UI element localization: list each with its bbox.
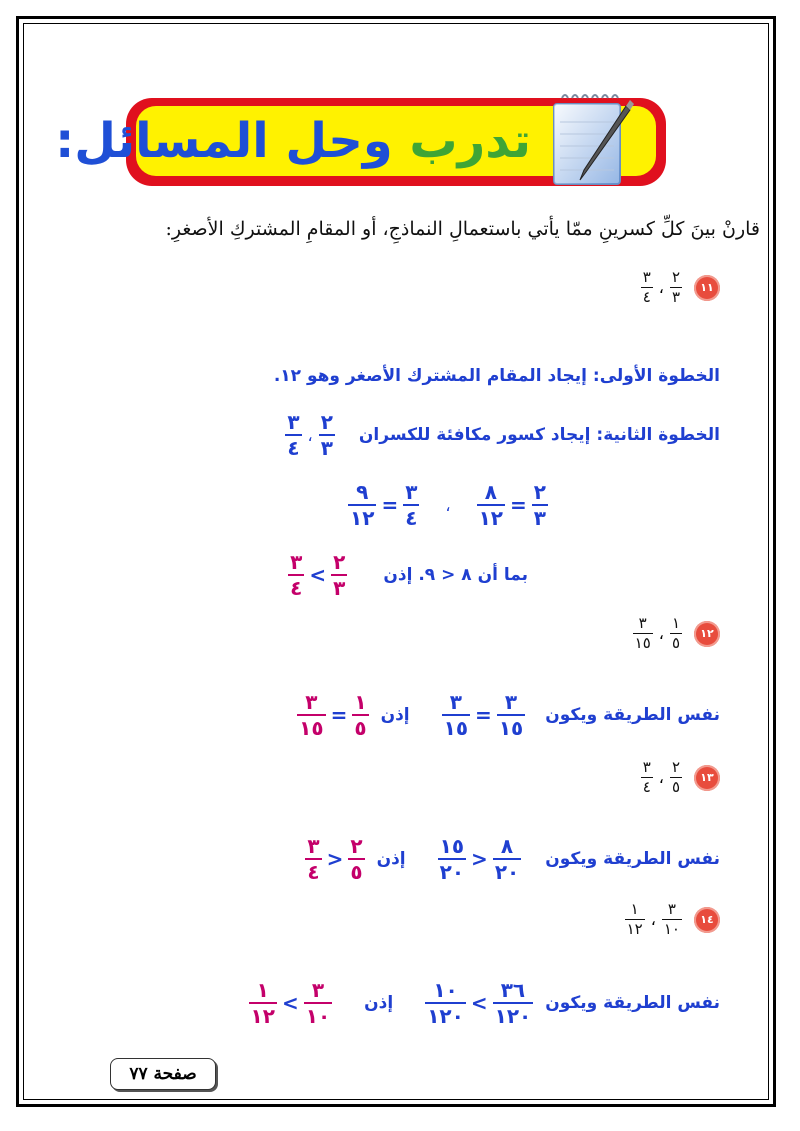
operator: = — [510, 493, 527, 517]
fraction: $\frac{١٥}{٢٠}$ — [439, 834, 465, 884]
fraction: $\frac{٢}{٣}$ — [533, 480, 546, 530]
problem-number-badge: ١٢ — [694, 621, 720, 647]
separator: ، — [658, 624, 664, 643]
fraction: $\frac{١}{٥}$ — [354, 690, 367, 740]
problem-12-solution — [295, 692, 720, 738]
operator: = — [330, 703, 348, 727]
problem-number-badge: ١٤ — [694, 907, 720, 933]
operator: > — [309, 563, 327, 587]
fraction: $\frac{٣}{١٥}$ — [299, 690, 324, 740]
fraction: $\frac{٢}{٣}$ — [671, 268, 680, 306]
operator: = — [475, 703, 492, 727]
step2-text: الخطوة الثانية: إيجاد كسور مكافئة للكسران — [358, 425, 720, 445]
problem-14-solution — [247, 980, 720, 1026]
fraction: $\frac{٢}{٣}$ — [333, 550, 346, 600]
fraction: $\frac{١}{١٢}$ — [250, 978, 275, 1028]
method-text: نفس الطريقة ويكون — [545, 849, 720, 869]
problem-13-solution — [303, 836, 720, 882]
fraction: $\frac{٣}{٤}$ — [290, 550, 303, 600]
problem-11-equivalents — [346, 482, 550, 528]
operator: = — [381, 493, 399, 517]
therefore-text: إذن — [364, 993, 394, 1013]
fraction: $\frac{٣}{١٠}$ — [663, 900, 680, 938]
section-banner — [55, 98, 666, 186]
separator: ، — [658, 278, 664, 297]
fraction: $\frac{٣}{٤}$ — [287, 410, 300, 460]
problem-12-heading — [631, 616, 720, 651]
problem-13-heading — [639, 760, 720, 795]
method-text: نفس الطريقة ويكون — [545, 993, 720, 1013]
fraction: $\frac{١}{٥}$ — [671, 614, 680, 652]
fraction: $\frac{٣٦}{١٢٠}$ — [494, 978, 532, 1028]
operator: > — [281, 991, 299, 1015]
fraction: $\frac{٣}{٤}$ — [405, 480, 418, 530]
banner-title-green: تدرب — [409, 113, 531, 169]
fraction: $\frac{٣}{١٠}$ — [305, 978, 331, 1028]
problem-11-heading — [639, 270, 720, 305]
separator: ، — [658, 768, 664, 787]
fraction: $\frac{٢}{٣}$ — [320, 410, 333, 460]
problem-number-badge: ١١ — [694, 275, 720, 301]
fraction: $\frac{٣}{١٥}$ — [634, 614, 651, 652]
problem-11-conclusion — [286, 552, 528, 598]
fraction: $\frac{٩}{١٢}$ — [350, 480, 375, 530]
problem-11-step2 — [283, 412, 720, 458]
separator: ، — [445, 495, 451, 515]
fraction: $\frac{٣}{٤}$ — [642, 758, 651, 796]
banner-title — [55, 108, 531, 174]
operator: > — [470, 991, 488, 1015]
fraction: $\frac{٨}{١٢}$ — [478, 480, 504, 530]
page-number-label: صفحة ٧٧ — [110, 1058, 216, 1090]
separator: ، — [650, 910, 656, 929]
problem-number-badge: ١٣ — [694, 765, 720, 791]
therefore-text: إذن — [376, 849, 406, 869]
therefore-text: إذن — [380, 705, 410, 725]
notepad-icon — [546, 90, 638, 190]
fraction: $\frac{٣}{٤}$ — [642, 268, 651, 306]
instruction-text: قارنْ بينَ كلِّ كسرينِ ممّا يأتي باستعمالِ النماذجِ، أو المقامِ المشتركِ الأصغرِ: — [165, 218, 760, 240]
fraction: $\frac{٣}{١٥}$ — [443, 690, 469, 740]
method-text: نفس الطريقة ويكون — [545, 705, 720, 725]
fraction: $\frac{١٠}{١٢٠}$ — [427, 978, 464, 1028]
fraction: $\frac{٨}{٢٠}$ — [494, 834, 520, 884]
fraction: $\frac{٣}{١٥}$ — [498, 690, 524, 740]
fraction: $\frac{١}{١٢}$ — [626, 900, 643, 938]
conclusion-text: بما أن ٨ < ٩. إذن — [383, 565, 528, 585]
fraction: $\frac{٣}{٤}$ — [307, 834, 320, 884]
fraction: $\frac{٢}{٥}$ — [350, 834, 363, 884]
operator: < — [471, 847, 488, 871]
problem-14-heading — [623, 902, 720, 937]
fraction: $\frac{٢}{٥}$ — [671, 758, 680, 796]
banner-title-blue: وحل المسائل: — [55, 113, 393, 169]
operator: < — [326, 847, 344, 871]
problem-11-step1: الخطوة الأولى: إيجاد المقام المشترك الأصغر وهو ١٢. — [273, 366, 720, 386]
separator: ، — [307, 425, 313, 445]
